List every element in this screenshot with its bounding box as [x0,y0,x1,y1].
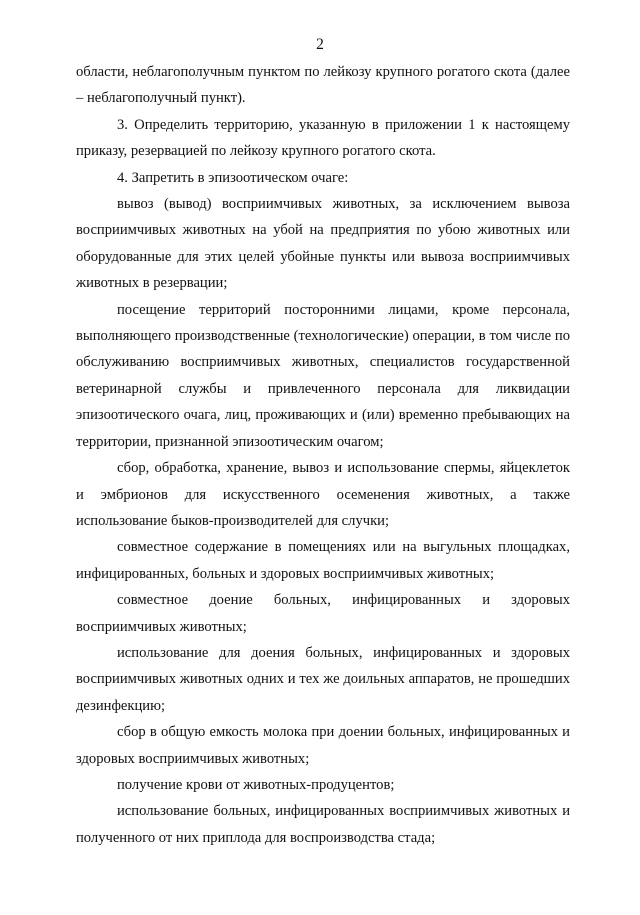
list-item-breeding-ban: использование больных, инфицированных восприимчивых животных и полученного от них приплода для воспроизводства стада; [76,803,570,846]
list-item-joint-housing-ban: совместное содержание в помещениях или на выгульных площадках, инфицированных, больных и здоровых восприимчивых животных; [76,539,570,582]
list-item-visit-ban: посещение территорий посторонними лицами, кроме персонала, выполняющего производственные (технологические) операции, в том числе по обслуживанию восприимчивых животных, специалистов государственной ветеринарной службы и привлеченного персонала для ликвидации эпизоотического очага, лиц, проживающих и (или) временно пребывающих на территории, признанной эпизоотическим очагом; [76,301,570,450]
paragraph-item-4: 4. Запретить в эпизоотическом очаге: [117,169,349,186]
paragraph-continuation: области, неблагополучным пунктом по лейкозу крупного рогатого скота (далее – неблагополучный пункт). [76,64,570,107]
page-number: 2 [316,36,324,53]
list-item-milk-collection-ban: сбор в общую емкость молока при доении больных, инфицированных и здоровых восприимчивых животных; [76,724,570,767]
list-item-joint-milking-ban: совместное доение больных, инфицированных и здоровых восприимчивых животных; [76,592,570,635]
paragraph-item-3: 3. Определить территорию, указанную в приложении 1 к настоящему приказу, резервацией по лейкозу крупного рогатого скота. [76,116,570,160]
list-item-export-ban: вывоз (вывод) восприимчивых животных, за исключением вывоза восприимчивых животных на убой на предприятия по убою животных или оборудованные для этих целей убойные пункты или вывоза восприимчивых животных в резервации; [76,196,570,292]
list-item-blood-ban: получение крови от животных-продуцентов; [117,776,395,793]
document-body [76,59,570,851]
list-item-semen-ban: сбор, обработка, хранение, вывоз и использование спермы, яйцеклеток и эмбрионов для искусственного осеменения животных, а также использование быков-производителей для случки; [76,460,570,529]
list-item-milking-equipment-ban: использование для доения больных, инфицированных и здоровых восприимчивых животных одних и тех же доильных аппаратов, не прошедших дезинфекцию; [76,644,570,714]
